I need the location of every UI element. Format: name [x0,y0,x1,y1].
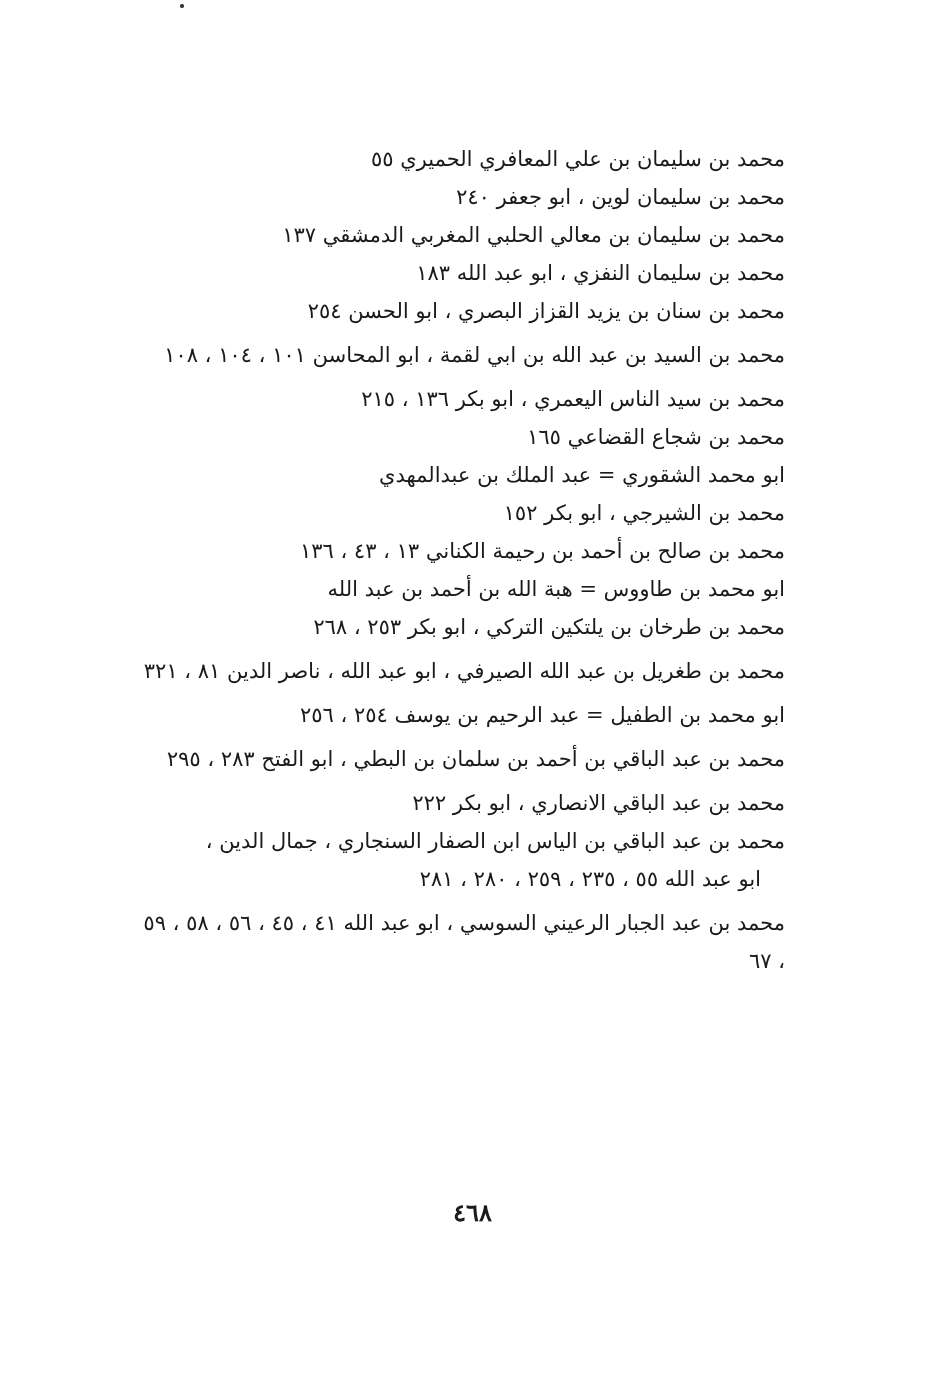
index-entry: محمد بن صالح بن أحمد بن رحيمة الكناني ١٣ ، ٤٣ ، ١٣٦ [299,539,785,563]
index-entry: ابو محمد بن الطفيل = عبد الرحيم بن يوسف ٢٥٤ ، ٢٥٦ [299,703,785,727]
index-entry: محمد بن عبد الباقي بن أحمد بن سلمان بن البطي ، ابو الفتح ٢٨٣ ، ٢٩٥ [166,747,785,771]
index-entry: محمد بن سليمان بن معالي الحلبي المغربي الدمشقي ١٣٧ [282,223,785,247]
index-entry: محمد بن طرخان بن يلتكين التركي ، ابو بكر ٢٥٣ ، ٢٦٨ [313,615,785,639]
index-entry: محمد بن سيد الناس اليعمري ، ابو بكر ١٣٦ ، ٢١٥ [361,387,785,411]
index-entry: محمد بن شجاع القضاعي ١٦٥ [527,425,785,449]
index-entry-continuation: ابو عبد الله ٥٥ ، ٢٣٥ ، ٢٥٩ ، ٢٨٠ ، ٢٨١ [419,867,761,891]
index-entry: محمد بن سليمان بن علي المعافري الحميري ٥٥ [370,147,785,171]
page-number: ٤٦٨ [453,1198,492,1227]
index-entry: محمد بن عبد الباقي بن الياس ابن الصفار السنجاري ، جمال الدين ، [205,829,785,853]
index-entry: محمد بن عبد الباقي الانصاري ، ابو بكر ٢٢٢ [412,791,785,815]
index-entry: محمد بن سليمان النفزي ، ابو عبد الله ١٨٣ [416,261,785,285]
ink-speck [180,4,184,8]
index-entry: ابو محمد الشقوري = عبد الملك بن عبدالمهدي [379,463,785,487]
index-entry: محمد بن سليمان لوين ، ابو جعفر ٢٤٠ [456,185,785,209]
index-entry: محمد بن السيد بن عبد الله بن ابي لقمة ، ابو المحاسن ١٠١ ، ١٠٤ ، ١٠٨ [164,343,785,367]
index-list [135,140,785,986]
index-entry: محمد بن عبد الجبار الرعيني السوسي ، ابو عبد الله ٤١ ، ٤٥ ، ٥٦ ، ٥٨ ، ٥٩ ، ٦٧ [143,911,785,973]
index-entry: محمد بن طغريل بن عبد الله الصيرفي ، ابو عبد الله ، ناصر الدين ٨١ ، ٣٢١ [143,659,785,683]
index-entry: محمد بن سنان بن يزيد القزاز البصري ، ابو الحسن ٢٥٤ [307,299,785,323]
index-entry: ابو محمد بن طاووس = هبة الله بن أحمد بن عبد الله [327,577,785,601]
index-entry: محمد بن الشيرجي ، ابو بكر ١٥٢ [503,501,785,525]
